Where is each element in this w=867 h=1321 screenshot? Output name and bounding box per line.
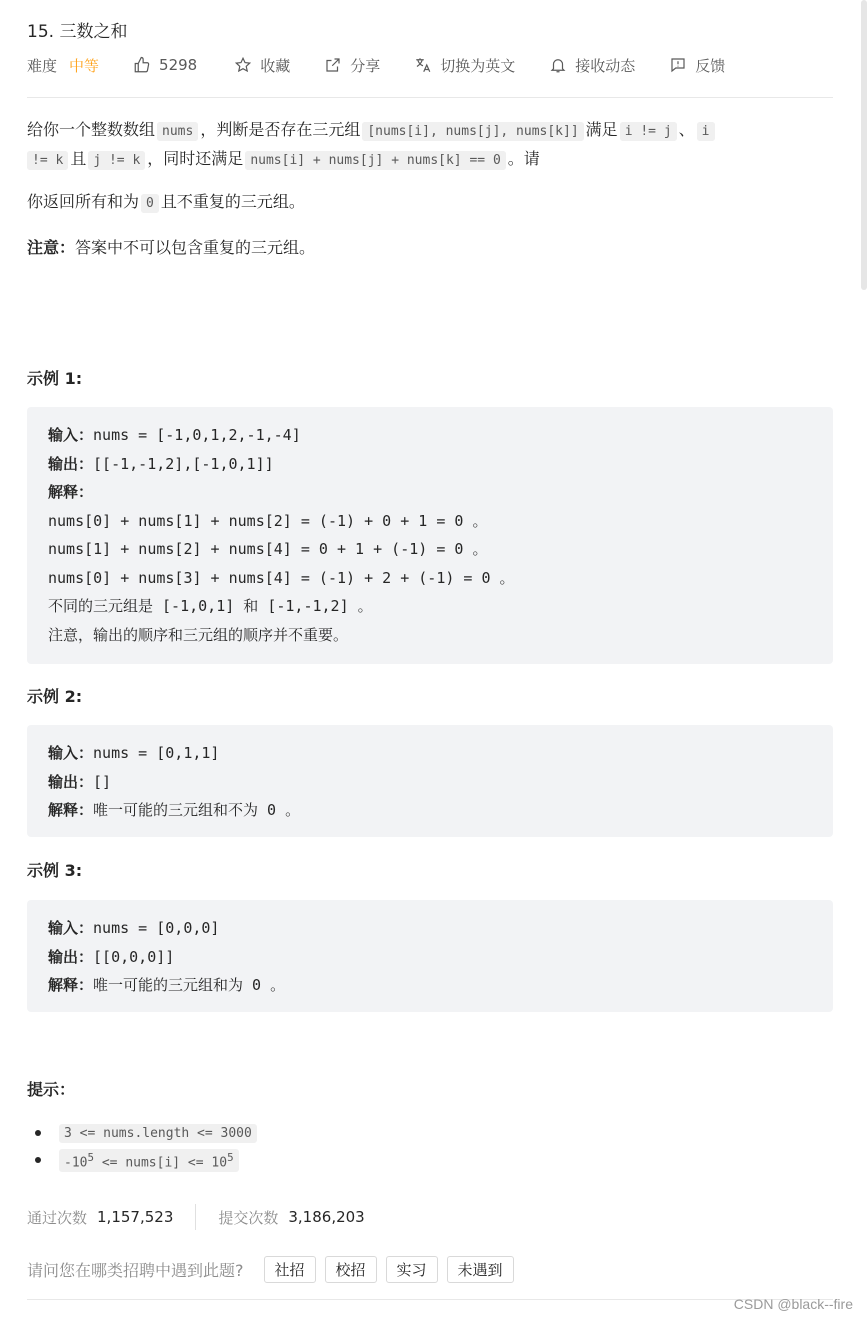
favorite-button[interactable] [234, 55, 290, 76]
desc-text: 、 [678, 120, 695, 139]
list-item [57, 1147, 259, 1174]
example-line: 输入：nums = [0,1,1] [48, 744, 220, 762]
bell-icon [549, 56, 567, 74]
inline-code: nums [157, 122, 198, 141]
like-button[interactable] [133, 56, 197, 74]
difficulty-badge: 中等 [69, 56, 100, 75]
difficulty-label: 难度 [27, 56, 58, 75]
description-paragraph-1 [27, 116, 827, 174]
example-1-title: 示例 1: [27, 369, 83, 388]
example-line: nums[1] + nums[2] + nums[4] = 0 + 1 + (-1) = 0 。 [48, 540, 488, 558]
example-2-title: 示例 2: [27, 687, 83, 706]
favorite-label: 收藏 [260, 56, 291, 75]
example-line: 输入：nums = [0,0,0] [48, 919, 220, 937]
survey-tag-internship[interactable]: 实习 [386, 1256, 438, 1283]
switch-language-button[interactable] [414, 55, 515, 76]
note-text: 答案中不可以包含重复的三元组。 [75, 238, 316, 257]
inline-code: $-10^5$ <= nums[i] <= $10^5$ [59, 1149, 239, 1172]
survey-tag-not-encountered[interactable]: 未遇到 [447, 1256, 514, 1283]
desc-text: 且不重复的三元组。 [160, 192, 305, 211]
description-note [27, 234, 315, 261]
inline-code: != k [27, 151, 68, 170]
example-3-title: 示例 3: [27, 861, 83, 880]
subscribe-button[interactable] [549, 55, 635, 76]
example-2-block [27, 725, 833, 837]
desc-text: 给你一个整数数组 [27, 120, 156, 139]
problem-meta-bar [27, 53, 759, 77]
feedback-button[interactable] [669, 55, 725, 76]
example-line: 解释：唯一可能的三元组和为 0 。 [48, 976, 286, 994]
example-line: 解释：唯一可能的三元组和不为 0 。 [48, 801, 301, 819]
submission-stats [27, 1207, 365, 1227]
share-label: 分享 [350, 56, 381, 75]
survey-question: 请问您在哪类招聘中遇到此题? [27, 1261, 244, 1280]
desc-text: 你返回所有和为 [27, 192, 140, 211]
switch-language-label: 切换为英文 [440, 56, 516, 75]
translate-icon [414, 56, 432, 74]
inline-code: [nums[i], nums[j], nums[k]] [362, 122, 583, 141]
survey-tag-campus[interactable]: 校招 [325, 1256, 377, 1283]
problem-title: 15. 三数之和 [27, 22, 128, 42]
inline-code: 0 [141, 194, 159, 213]
example-line: 输出：[] [48, 772, 112, 791]
share-icon [324, 56, 342, 74]
desc-text: 满足 [585, 120, 618, 139]
description-paragraph-2 [27, 188, 305, 217]
example-line: 输出：[[0,0,0]] [48, 947, 175, 966]
inline-code: i != j [620, 122, 677, 141]
example-line: 输入：nums = [-1,0,1,2,-1,-4] [48, 426, 301, 444]
page-scrollbar[interactable] [861, 0, 867, 290]
list-item [57, 1120, 259, 1147]
example-line: nums[0] + nums[3] + nums[4] = (-1) + 2 + (-1) = 0 。 [48, 568, 515, 587]
recruitment-survey [27, 1256, 523, 1283]
hints-title: 提示： [27, 1080, 76, 1099]
inline-code: 3 <= nums.length <= 3000 [59, 1124, 257, 1143]
example-line: 解释： [48, 483, 94, 501]
share-button[interactable] [324, 55, 380, 76]
desc-text: 。请 [507, 149, 540, 168]
feedback-label: 反馈 [695, 56, 726, 75]
thumbs-up-icon [133, 56, 151, 74]
csdn-watermark: CSDN @black--fire [733, 1296, 853, 1312]
accepted-count: 1,157,523 [97, 1208, 174, 1226]
footer-divider [27, 1299, 833, 1300]
example-1-block [27, 407, 833, 664]
subscribe-label: 接收动态 [575, 56, 636, 75]
inline-code: j != k [88, 151, 145, 170]
like-count: 5298 [159, 56, 198, 74]
submitted-label: 提交次数 [218, 1208, 279, 1227]
hints-list [57, 1120, 259, 1174]
desc-text: ，同时还满足 [147, 149, 244, 168]
example-line: nums[0] + nums[1] + nums[2] = (-1) + 0 + 1 = 0 。 [48, 511, 488, 530]
inline-code: i [697, 122, 715, 141]
desc-text: ，判断是否存在三元组 [200, 120, 361, 139]
submitted-count: 3,186,203 [288, 1208, 365, 1226]
feedback-icon [669, 56, 687, 74]
star-icon [234, 56, 252, 74]
example-line: 输出：[[-1,-1,2],[-1,0,1]] [48, 454, 274, 473]
example-line: 不同的三元组是 [-1,0,1] 和 [-1,-1,2] 。 [48, 597, 373, 615]
accepted-label: 通过次数 [27, 1208, 88, 1227]
example-line: 注意，输出的顺序和三元组的顺序并不重要。 [48, 625, 349, 644]
desc-text: 且 [70, 149, 87, 168]
stats-divider [195, 1204, 196, 1230]
note-label: 注意： [27, 238, 76, 257]
inline-code: nums[i] + nums[j] + nums[k] == 0 [245, 151, 505, 170]
header-divider [27, 97, 833, 98]
survey-tag-social[interactable]: 社招 [264, 1256, 316, 1283]
example-3-block [27, 900, 833, 1012]
